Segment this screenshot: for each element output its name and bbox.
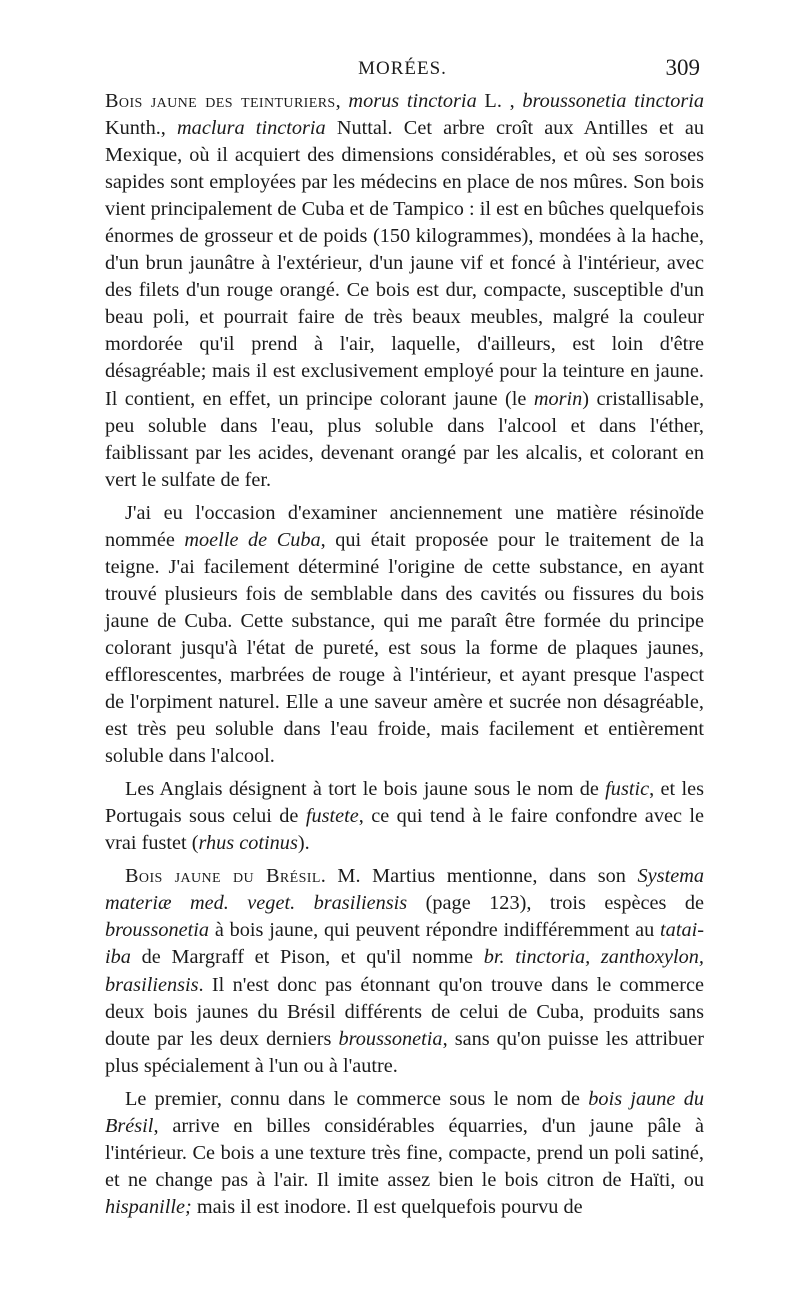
paragraph-bois-jaune-teinturiers: [105, 88, 704, 494]
italic-run: broussonetia tinctoria: [522, 90, 705, 112]
text-run: à bois jaune, qui peuvent répondre indifféremment au: [209, 919, 661, 942]
text-run: . Il n'est donc pas étonnant qu'on trouve dans le commerce deux bois jaunes du Brésil différents de celui de Cuba, produits sans doute par les deux derniers: [105, 973, 704, 1050]
text-run: , ce qui tend à le faire confondre avec le vrai fustet (: [105, 805, 704, 855]
text-run: , sans qu'on puisse les attribuer plus spécialement à l'un ou à l'autre.: [105, 1027, 704, 1077]
text-run: Kunth.,: [105, 117, 178, 140]
italic-run: morus tinctoria: [348, 90, 477, 112]
italic-run: moelle de Cuba: [184, 528, 321, 551]
text-run: L. ,: [476, 90, 523, 112]
small-caps-run: Bois jaune des teinturiers: [105, 90, 336, 112]
italic-run: broussonetia: [105, 919, 210, 942]
italic-run: fustic: [605, 778, 650, 801]
paragraph-le-premier: [105, 1086, 704, 1221]
italic-run: morin: [533, 387, 583, 410]
text-run: ).: [297, 832, 310, 855]
text-run: ) cristallisable, peu soluble dans l'eau, plus soluble dans l'alcool et dans l'éther, faiblissant par les acides, devenant orangé par les alcalis, et colorant en vert le sulfate de fer.: [105, 387, 705, 491]
paragraph-anglais-fustic: [105, 776, 704, 857]
italic-run: br. tinctoria, zanthoxylon, brasiliensis: [105, 946, 704, 996]
italic-run: fustete: [305, 805, 359, 828]
text-run: (page 123), trois espèces de: [407, 892, 704, 915]
text-run: . M. Martius mentionne, dans son: [320, 865, 638, 888]
italic-run: rhus cotinus: [198, 832, 298, 855]
text-run: Nuttal. Cet arbre croît aux Antilles et au Mexique, où il acquiert des dimensions considérables, et où ses soroses sapides sont employées par les médecins en place de nos mûres. Son bois vient principalement de Cuba et de Tampico : il est en bûches quelquefois énormes de grosseur et de poids (150 kilogrammes), mondées à la hache, d'un brun jaunâtre à l'extérieur, d'un jaune vif et foncé à l'intérieur, avec des filets d'un rouge orangé. Ce bois est dur, compacte, susceptible d'un beau poli, et pourrait faire de très beaux meubles, malgré la couleur mordorée qu'il prend à l'air, laquelle, d'ailleurs, est loin d'être désagréable; mais il est exclusivement employé pour la teinture en jaune. Il contient, en effet, un principe colorant jaune (le: [105, 117, 704, 410]
text-run: Le premier, connu dans le commerce sous le nom de: [125, 1087, 589, 1110]
text-run: de Margraff et Pison, et qu'il nomme: [130, 946, 484, 969]
text-run: J'ai eu l'occasion d'examiner anciennement une matière résinoïde nommée: [105, 501, 704, 551]
paragraph-bois-jaune-bresil: [105, 863, 704, 1079]
italic-run: bois jaune du Brésil: [105, 1087, 704, 1137]
italic-run: hispanille;: [105, 1195, 192, 1218]
paragraph-moelle-de-cuba: [105, 500, 704, 770]
page-header: [105, 55, 700, 88]
text-run: , qui était proposée pour le traitement de la teigne. J'ai facilement déterminé l'origine de cette substance, en ayant trouvé plusieurs fois de semblable dans des cavités ou fissures du bois jaune de Cuba. Cette substance, qui me paraît être formée du principe colorant jusqu'à l'état de pureté, est sous la forme de plaques jaunes, efflorescentes, marbrées de rouge à l'intérieur, et ayant presque l'aspect de l'orpiment naturel. Elle a une saveur amère et sucrée non désagréable, est très peu soluble dans l'eau froide, mais facilement et entièrement soluble dans l'alcool.: [105, 528, 704, 768]
text-run: mais il est inodore. Il est quelquefois pourvu de: [191, 1195, 583, 1218]
italic-run: Systema materiæ med. veget. brasiliensis: [105, 865, 704, 915]
italic-run: tatai-iba: [105, 919, 704, 969]
running-title: MORÉES.: [358, 58, 447, 79]
body-text: [105, 88, 704, 1227]
text-run: Les Anglais désignent à tort le bois jaune sous le nom de: [125, 778, 606, 801]
text-run: ,: [335, 90, 349, 112]
small-caps-run: Bois jaune du Brésil: [125, 865, 321, 888]
italic-run: maclura tinctoria: [177, 117, 326, 140]
italic-run: broussonetia: [338, 1027, 443, 1050]
page-number: 309: [665, 55, 700, 80]
text-run: , et les Portugais sous celui de: [105, 778, 704, 828]
text-run: , arrive en billes considérables équarries, d'un jaune pâle à l'intérieur. Ce bois a une texture très fine, compacte, prend un poli satiné, et ne change pas à l'air. Il imite assez bien le bois citron de Haïti, ou: [105, 1114, 704, 1191]
